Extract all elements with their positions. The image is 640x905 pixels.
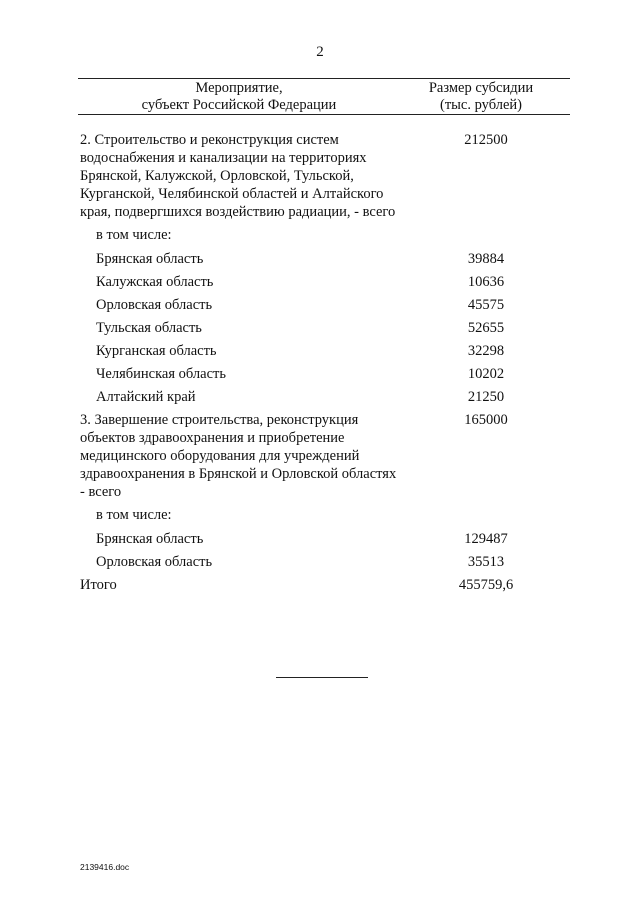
region-name: Орловская область (96, 554, 213, 570)
region-name: Орловская область (96, 297, 213, 313)
header-event-line1: Мероприятие, (195, 80, 283, 96)
table-row (80, 250, 570, 268)
table-body (80, 131, 570, 594)
total-label: Итого (80, 577, 117, 593)
region-amount: 52655 (467, 320, 505, 336)
table-top-rule (78, 78, 570, 79)
region-amount: 35513 (467, 554, 505, 570)
section-title: 2. Строительство и реконструкция систем водоснабжения и канализации на территориях Брянской, Калужской, Орловской, Тульской, Курганской, Челябинской областей и Алтайского края, подвергшихся воздействию радиации, - всего (80, 132, 396, 220)
page-number: 2 (316, 44, 324, 60)
header-subsidy-line1: Размер субсидии (428, 80, 534, 96)
header-column-event (80, 80, 398, 114)
total-amount: 455759,6 (458, 577, 514, 593)
section-row (80, 131, 570, 221)
table-row (80, 530, 570, 548)
region-amount: 45575 (467, 297, 505, 313)
table-row (80, 296, 570, 314)
table-header-rule (78, 114, 570, 115)
section-row (80, 411, 570, 501)
region-name: Брянская область (96, 531, 204, 547)
region-name: Курганская область (96, 343, 217, 359)
region-name: Калужская область (96, 274, 214, 290)
table-row (80, 319, 570, 337)
header-event-line2: субъект Российской Федерации (141, 97, 337, 113)
region-amount: 10636 (467, 274, 505, 290)
subitems-intro: в том числе: (96, 507, 172, 523)
section-title: 3. Завершение строительства, реконструкция объектов здравоохранения и приобретение медицинского оборудования для учреждений здравоохранения в Брянской и Орловской областях - всего (80, 412, 397, 500)
table-row (80, 365, 570, 383)
table-row (80, 273, 570, 291)
end-of-document-rule (276, 677, 368, 678)
section-amount: 212500 (464, 132, 508, 148)
header-column-subsidy (396, 80, 566, 114)
region-name: Челябинская область (96, 366, 226, 382)
subitems-intro-row (80, 226, 570, 244)
region-amount: 32298 (467, 343, 505, 359)
document-filename: 2139416.doc (80, 862, 130, 872)
region-name: Брянская область (96, 251, 204, 267)
subitems-intro: в том числе: (96, 227, 172, 243)
region-name: Алтайский край (96, 389, 196, 405)
region-amount: 21250 (467, 389, 505, 405)
table-row (80, 553, 570, 571)
region-amount: 129487 (464, 531, 508, 547)
total-row (80, 576, 570, 594)
region-amount: 39884 (467, 251, 505, 267)
header-subsidy-line2: (тыс. рублей) (440, 97, 522, 113)
table-row (80, 388, 570, 406)
region-name: Тульская область (96, 320, 202, 336)
region-amount: 10202 (467, 366, 505, 382)
table-row (80, 342, 570, 360)
section-amount: 165000 (464, 412, 508, 428)
subitems-intro-row (80, 506, 570, 524)
